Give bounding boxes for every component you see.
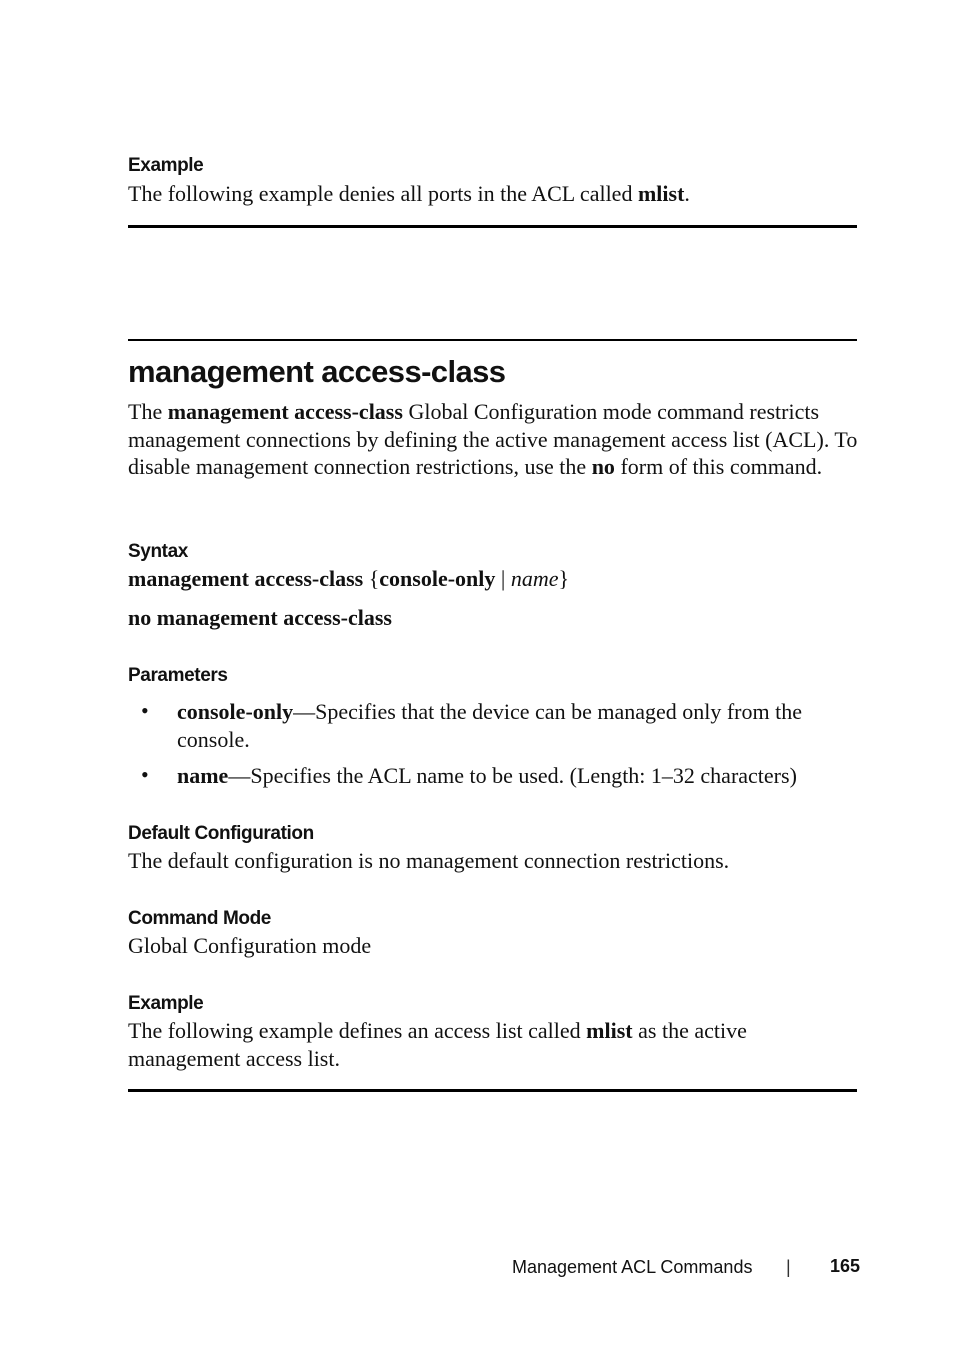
section-rule-bottom	[128, 1089, 857, 1092]
section-rule-top	[128, 225, 857, 228]
section-rule-title	[128, 339, 857, 341]
footer-separator: |	[786, 1257, 791, 1277]
parameters-heading: Parameters	[128, 665, 228, 686]
example-heading-top: Example	[128, 155, 204, 176]
example-heading: Example	[128, 993, 204, 1014]
footer-chapter: Management ACL Commands	[512, 1257, 753, 1277]
syntax-heading: Syntax	[128, 541, 188, 562]
page-number: 165	[830, 1256, 861, 1276]
default-config-text: The default configuration is no management connection restrictions.	[128, 848, 730, 873]
default-config-heading: Default Configuration	[128, 823, 314, 844]
command-mode-heading: Command Mode	[128, 908, 271, 929]
syntax-line-2: no management access-class	[128, 605, 392, 630]
parameter-text: console-only—Specifies that the device can be managed only from the console.	[177, 699, 802, 752]
command-mode-text: Global Configuration mode	[128, 933, 372, 958]
example-text: The following example defines an access list called mlist as the active management access list.	[128, 1018, 747, 1071]
section-title: management access-class	[128, 354, 506, 389]
syntax-line-1: management access-class {console-only | name}	[128, 566, 570, 591]
bullet-icon: •	[141, 698, 149, 723]
example-text-top: The following example denies all ports in the ACL called mlist.	[128, 181, 690, 206]
bullet-icon: •	[141, 762, 149, 787]
parameter-text: name—Specifies the ACL name to be used. (Length: 1–32 characters)	[177, 763, 797, 788]
section-intro: The management access-class Global Configuration mode command restricts management connections by defining the active management access list (ACL). To disable management connection restrictions, use the no form of this command.	[128, 399, 858, 479]
